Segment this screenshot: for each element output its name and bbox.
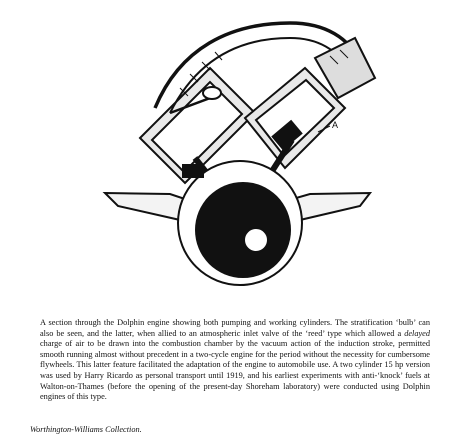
caption-emphasis: delayed [404,328,430,338]
engine-drawing [60,8,400,308]
figure-caption [40,318,430,403]
callout-label-a: A [332,120,339,130]
caption-text-1: A section through the Dolphin engine showing both pumping and working cylinders. The stratification ‘bulb’ can also be seen, and the latter, when allied to an atmospheric inlet valve of the ‘reed’ type which allowed a [40,318,430,338]
engine-section-illustration [60,8,400,308]
caption-text-2: charge of air to be drawn into the combustion chamber by the vacuum action of the induction stroke, permitted smooth running almost without precedent in a two-cycle engine for the period without the necessity for cumbersome flywheels. This latter feature facilitated the adaptation of the engine to automobile use. A two cylinder 15 hp version was used by Harry Ricardo as personal transport until 1919, and his earliest experiments with anti-‘knock’ fuels at Walton-on-Thames (before the opening of the present-day Shoreham laboratory) were conducted using Dolphin engines of this type. [40,339,430,402]
collection-credit: Worthington-Williams Collection. [30,425,142,434]
